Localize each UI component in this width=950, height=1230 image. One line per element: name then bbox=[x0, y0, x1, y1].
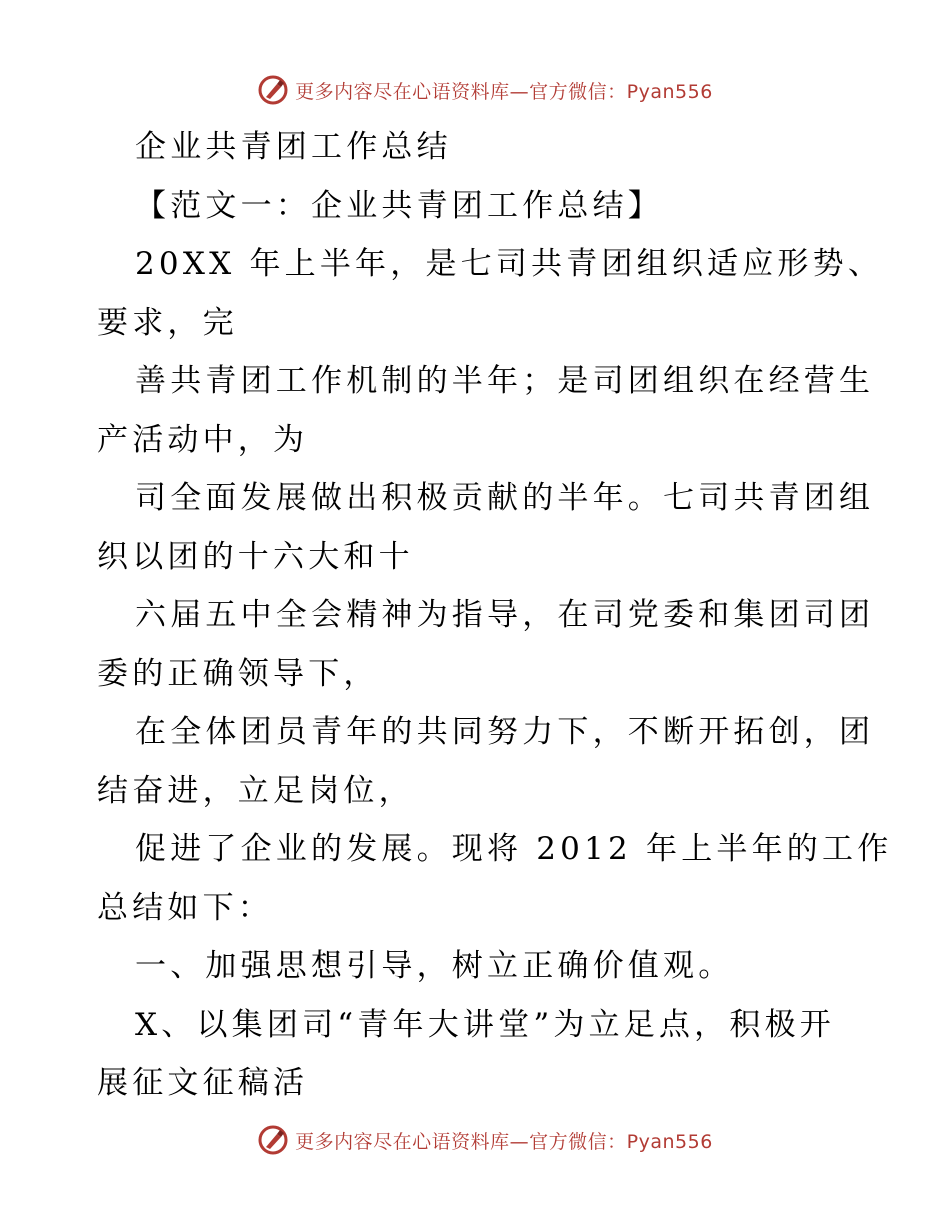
text-line: 司全面发展做出积极贡献的半年。七司共青团组 bbox=[135, 480, 875, 516]
pen-circle-logo-icon bbox=[257, 74, 289, 106]
document-body bbox=[97, 118, 893, 1113]
text-line: 六届五中全会精神为指导，在司党委和集团司团 bbox=[135, 597, 875, 633]
text-line: 结奋进，立足岗位， bbox=[97, 772, 414, 809]
text-line: 20XX 年上半年，是七司共青团组织适应形势、 bbox=[135, 246, 884, 282]
text-line: 委的正确领导下， bbox=[97, 655, 379, 692]
banner-text: 更多内容尽在心语资料库—官方微信：Pyan556 bbox=[295, 1130, 713, 1153]
text-line: 在全体团员青年的共同努力下，不断开拓创，团 bbox=[135, 714, 875, 750]
text-line: 产活动中，为 bbox=[97, 421, 309, 458]
text-line: 要求，完 bbox=[97, 304, 238, 341]
text-line: 企业共青团工作总结 bbox=[135, 129, 452, 165]
text-line: 善共青团工作机制的半年；是司团组织在经营生 bbox=[135, 363, 875, 399]
footer-banner bbox=[0, 1120, 950, 1160]
banner-content bbox=[257, 1124, 713, 1156]
pen-circle-logo-icon bbox=[257, 1124, 289, 1156]
banner-content bbox=[257, 74, 713, 106]
text-line: X、以集团司“青年大讲堂”为立足点，积极开 bbox=[135, 1006, 835, 1043]
text-line: 一、加强思想引导，树立正确价值观。 bbox=[135, 948, 734, 984]
banner-text: 更多内容尽在心语资料库—官方微信：Pyan556 bbox=[295, 80, 713, 103]
header-banner bbox=[0, 70, 950, 110]
text-line: 织以团的十六大和十 bbox=[97, 538, 414, 575]
text-line: 总结如下： bbox=[97, 889, 273, 926]
text-line: 【范文一：企业共青团工作总结】 bbox=[135, 187, 663, 224]
text-line: 展征文征稿活 bbox=[97, 1065, 309, 1101]
text-line: 促进了企业的发展。现将 2012 年上半年的工作 bbox=[135, 831, 893, 867]
